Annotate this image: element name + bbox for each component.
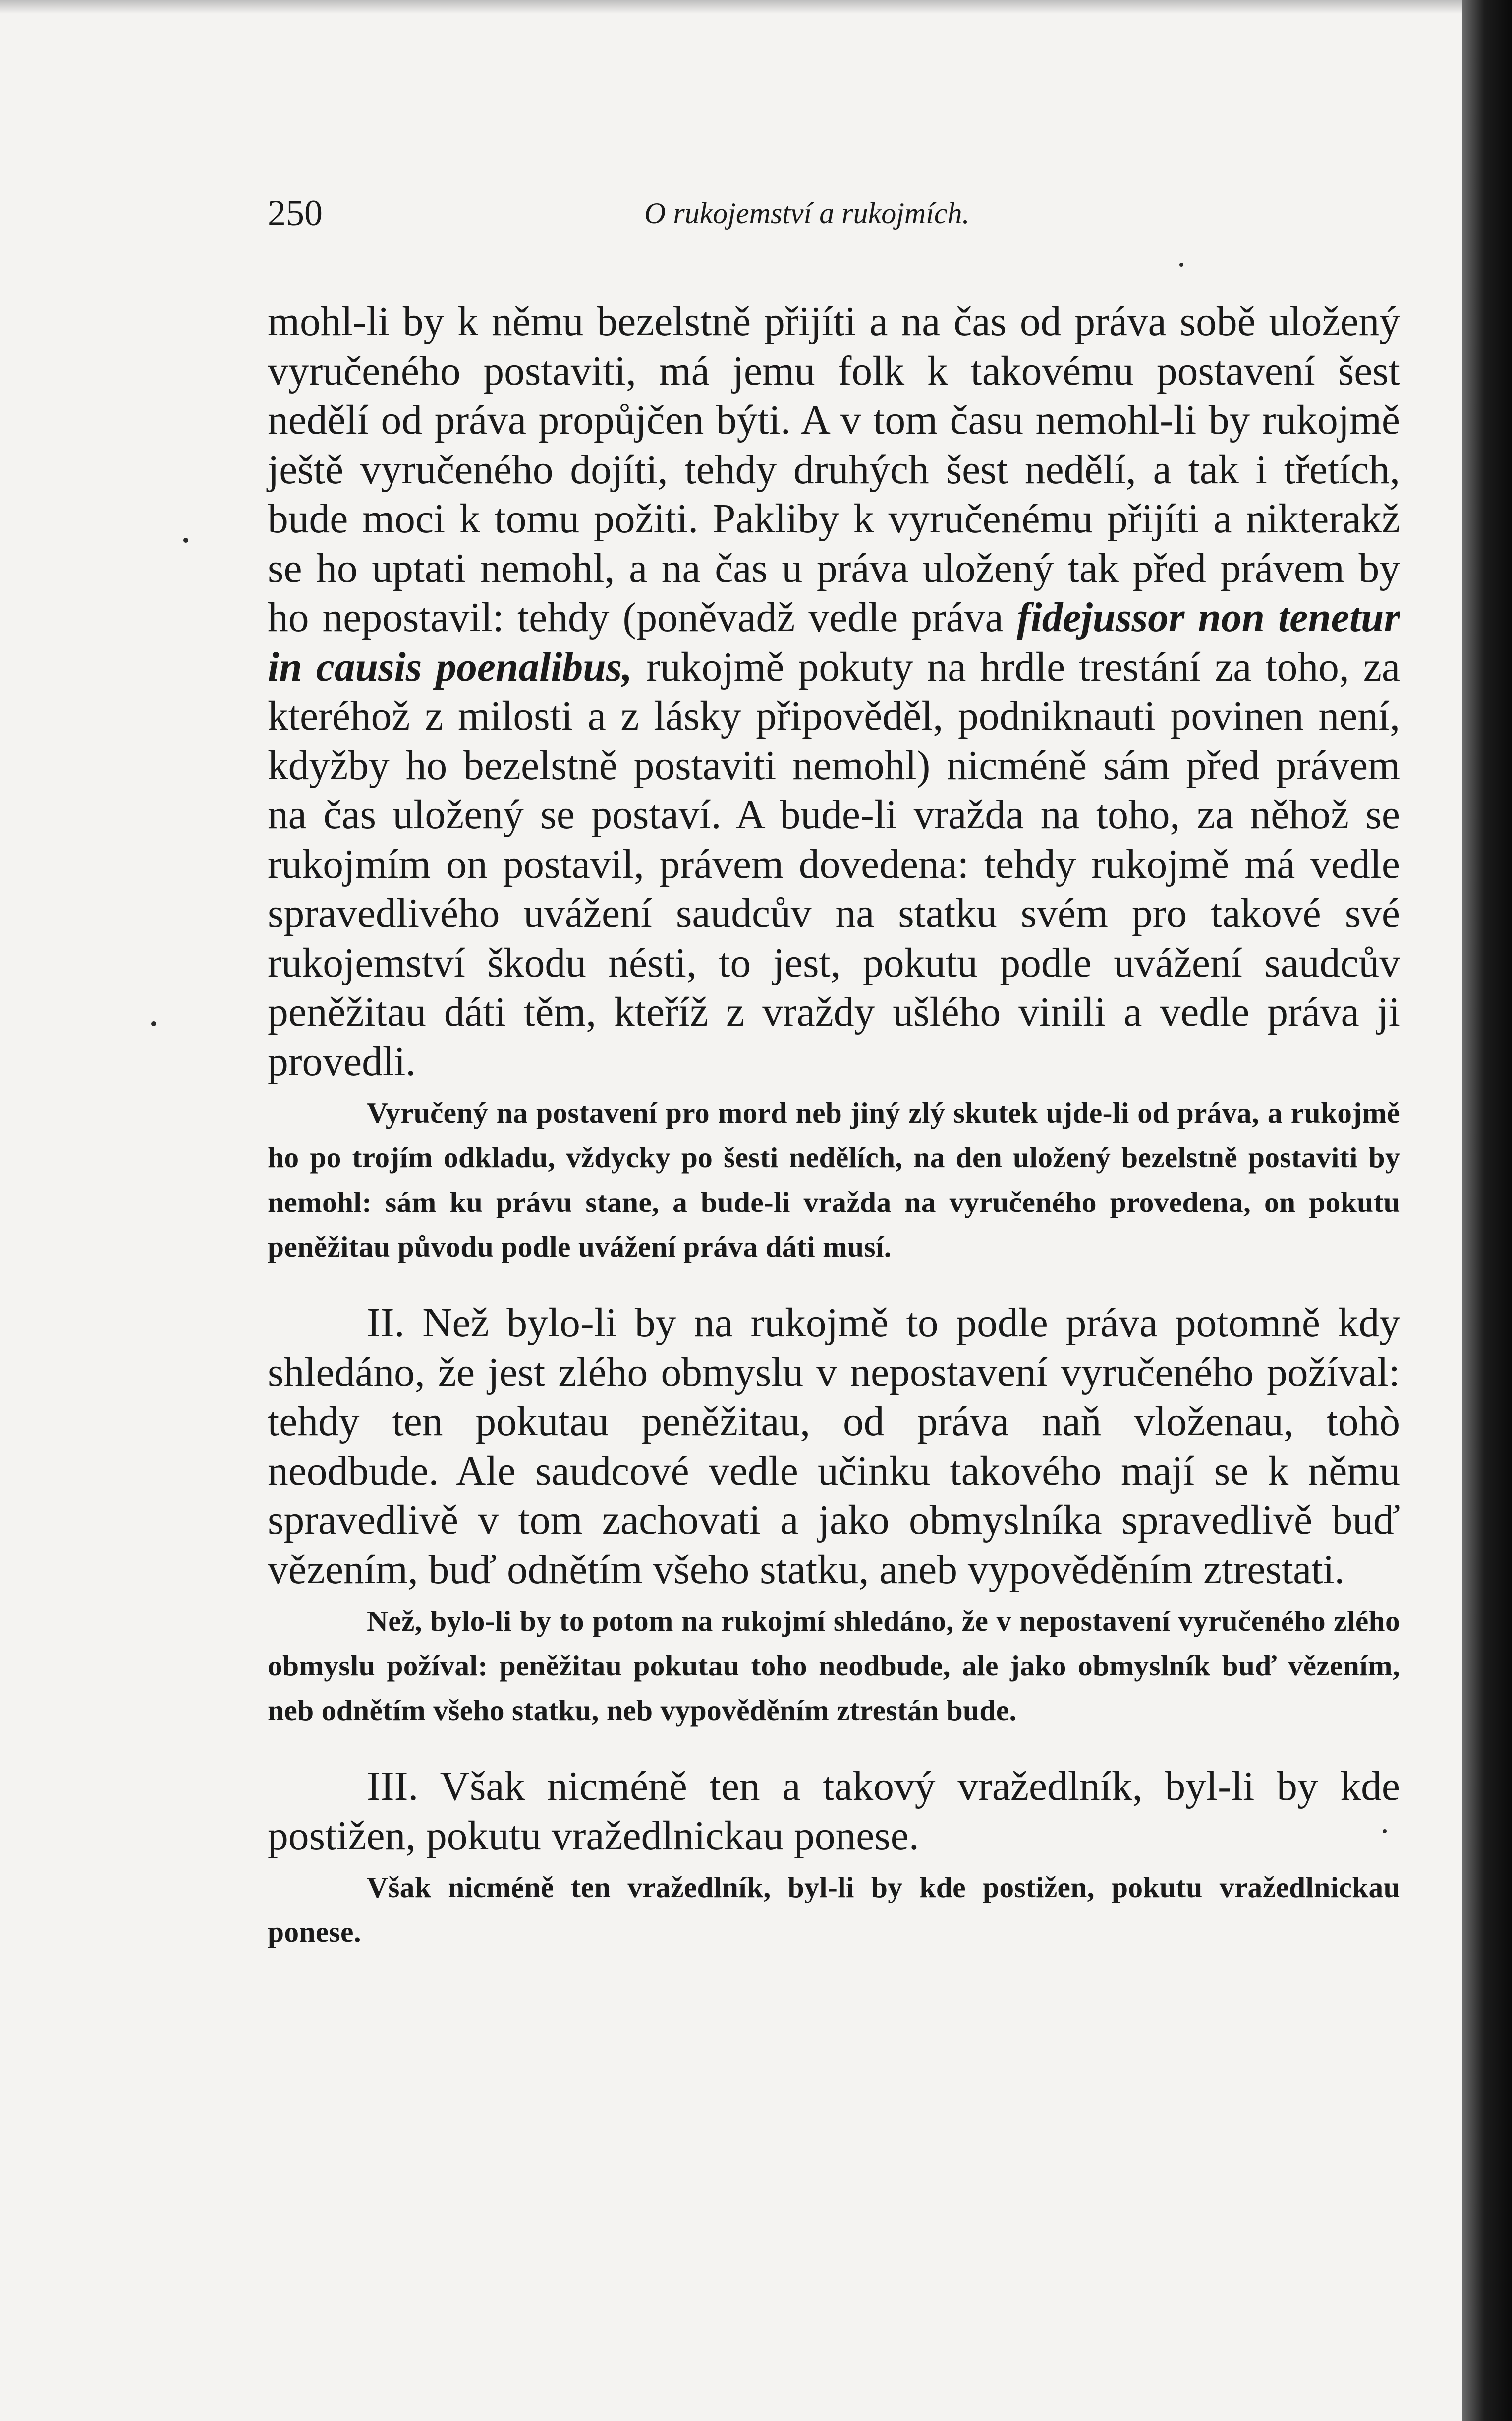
paragraph-text-part2: rukojmě pokuty na hrdle trestání za toho, za kteréhož z milosti a z lásky připověděl, podniknauti povinen není, kdyžby ho bezelstně postaviti nemohl) nicméně sám před právem na čas uložený se postaví. A bude-li vražda na toho, za něhož se rukojmím on postavil, právem dovedena: tehdy rukojmě má vedle spravedlivého uvážení saudcův na statku svém pro takové své rukojemství škodu nésti, to jest, pokutu podle uvážení saudcův peněžitau dáti těm, kteříž z vraždy ušlého vinili a vedle práva ji provedli. [268, 644, 1400, 1085]
page-number: 250 [268, 193, 323, 233]
scan-right-border [1462, 0, 1512, 2421]
speck [183, 538, 188, 543]
page-content [268, 183, 1400, 1954]
paragraph-text-part1: mohl-li by k němu bezelstně přijíti a na čas od práva sobě uložený vyručeného postaviti, má jemu folk k takovému postavení šest nedělí od práva propůjčen býti. A v tom času nemohl-li by rukojmě ještě vyručeného dojíti, tehdy druhých šest nedělí, a tak i třetích, bude moci k tomu požiti. Pakliby k vyručenému přijíti a nikterakž se ho uptati nemohl, a na čas u práva uložený tak před právem by ho nepostavil: tehdy (poněvadž vedle práva [268, 299, 1400, 640]
paragraph-continuation [268, 297, 1400, 1087]
summary-note-3: Však nicméně ten vražedlník, byl-li by kde postižen, pokutu vražedlnickau ponese. [268, 1871, 1400, 1948]
running-title: O rukojemství a rukojmích. [644, 197, 970, 230]
section-iii: III. Však nicméně ten a takový vražedlník, byl-li by kde postižen, pokutu vražedlnickau ponese. [268, 1764, 1400, 1859]
summary-note-2: Než, bylo-li by to potom na rukojmí shledáno, že v nepostavení vyručeného zlého obmyslu požíval: peněžitau pokutau toho neodbude, ale jako obmyslník buď vězením, neb odnětím všeho statku, neb vypověděním ztrestán bude. [268, 1605, 1400, 1727]
latin-quote: fidejussor non tenetur in causis poenalibus, [268, 595, 1400, 690]
summary-note-1: Vyručený na postavení pro mord neb jiný zlý skutek ujde-li od práva, a rukojmě ho po trojím odkladu, vždycky po šesti nedělích, na den uložený bezelstně postaviti by nemohl: sám ku právu stane, a bude-li vražda na vyručeného provedena, on pokutu peněžitau původu podle uvážení práva dáti musí. [268, 1096, 1400, 1263]
section-ii: II. Než bylo-li by na rukojmě to podle práva potomně kdy shledáno, že jest zlého obmyslu v nepostavení vyručeného požíval: tehdy ten pokutau peněžitau, od práva naň vloženau, tohò neodbude. Ale saudcové vedle učinku takového mají se k němu spravedlivě v tom zachovati a jako obmyslníka spravedlivě buď vězením, buď odnětím všeho statku, aneb vypověděním ztrestati. [268, 1300, 1400, 1593]
scan-top-shadow [0, 0, 1512, 14]
page-header [268, 183, 1400, 243]
speck [151, 1021, 156, 1026]
